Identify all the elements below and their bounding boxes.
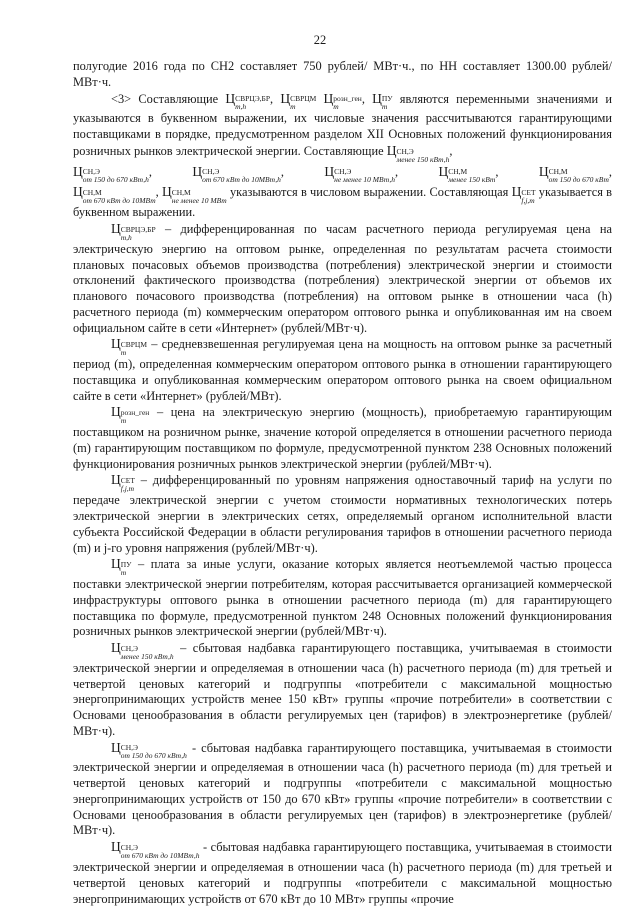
- definition-text: – плата за иные услуги, оказание которых является неотъемлемой частью процесса поставки электрической энергии потребителям, которая рассчитывается организацией коммерческой инфраструктуры оптового рынка в отношении расчетного периода (m) для гарантирующего поставщика по формуле, предусмотренной пунктом 248 Основных положений функционирования розничных рынков электрической энергии (рублей/МВт·ч).: [73, 557, 612, 639]
- symbol-snm-670-10: Ц СН,М от 670 кВт до 10МВт: [73, 184, 156, 206]
- note-3-intro: <3> Составляющие: [111, 91, 219, 106]
- page-number: 22: [313, 33, 327, 47]
- definition-text: – средневзвешенная регулируемая цена на мощность на оптовом рынке за расчетный период (m), определенная коммерческим оператором оптового рынка в отношении гарантирующего поставщика и опубликованная коммерческим оператором оптового рынка на своем официальном сайте в сети «Интернет» (рублей/МВт).: [73, 337, 612, 403]
- symbol-snm-150-670: Ц СН,М от 150 до 670 кВт ,: [538, 163, 612, 185]
- symbol-sne-670-10: Ц СН,Э от 670 кВт до 10МВт,h: [111, 839, 200, 860]
- definition-set: [73, 472, 612, 556]
- definition-svrcm: [73, 336, 612, 404]
- definition-sne-670-10: [73, 839, 612, 907]
- definition-text: - сбытовая надбавка гарантирующего поставщика, учитываемая в стоимости электрической энергии и определяемая в отношении часа (h) расчетного периода (m) для третьей и четвертой ценовых категорий и подгруппы «потребители с максимальной мощностью энергопринимающих устройств от 150 до 670 кВт» группы «прочие потребители» в соответствии с Основами ценообразования в области регулируемых цен (тарифов) в электроэнергетике (рублей/МВт·ч).: [73, 740, 612, 838]
- document-body: [73, 59, 612, 907]
- symbol-svrcm: Ц СВРЦМ m: [280, 90, 317, 112]
- symbol-set: Ц СЕТ f,j,m: [511, 184, 536, 206]
- definition-text: – дифференцированная по часам расчетного периода регулируемая цена на электрическую энергию на оптовом рынке, определенная по результатам расчета стоимости плановых почасовых объемов производства (потребления) электрической энергии и стоимости отклонений фактического производства (потребления) электрической энергии от объемов их планового почасового производства (потребления) на оптовом рынке в отношении часа (h) расчетного периода (m) коммерческим оператором оптового рынка и опубликованная им на своем официальном сайте в сети «Интернет» (рублей/МВт·ч).: [73, 222, 612, 335]
- symbol-list-row: [73, 164, 612, 185]
- symbol-sne-150-670: Ц СН,Э от 150 до 670 кВт,h ,: [73, 163, 152, 185]
- symbol-brp: Ц СВРЦЭ,БР m,h: [111, 221, 156, 242]
- symbol-sne-less150: Ц СН,Э менее 150 кВт,h: [386, 142, 450, 164]
- definition-text: – цена на электрическую энергию (мощность), приобретаемую гарантирующим поставщиком на розничном рынке, значение которой определяется в отношении расчетного периода (m) гарантирующим поставщиком по формуле, предусмотренной пунктом 238 Основных положений функционирования розничных рынков электрической энергии (рублей/МВт·ч).: [73, 405, 612, 471]
- symbol-set: Ц СЕТ f,j,m: [111, 472, 135, 494]
- symbol-pu: Ц ПУ m: [111, 556, 132, 578]
- definition-text: – дифференцированный по уровням напряжения одноставочный тариф на услуги по передаче электрической энергии с учетом стоимости нормативных технологических потерь электрической энергии в электрических сетях, определяемый органом исполнительной власти субъекта Российской Федерации в области регулирования тарифов в отношении расчетного периода (m) и j-го уровня напряжения (рублей/МВт·ч).: [73, 473, 612, 555]
- definition-sne-150-670: [73, 740, 612, 840]
- symbol-rozn-gen: Ц розн_ген m: [111, 404, 150, 426]
- note-3-paragraph: <3> Составляющие Ц СВРЦЭ,БР m,h , Ц СВРЦМ m Ц розн_ген m , Ц ПУ m являются переменными значениями и указываются в буквенном выражении, их числовые значения рассчитываются гарантирующими поставщиками в порядке, предусмотренном разделом XII Основных положений функционирования розничных рынков электрической энергии. Составляющие Ц СН,Э менее 150 кВт,h , Ц СН,Э от 150 до 670 кВт,h , Ц СН,Э от 670 кВт до 10МВт,h , Ц СН,Э не менее 10 МВт,h , Ц СН,М менее 150 кВт , Ц СН,М от 150 до 670 кВт , Ц СН,М от 670 кВт до 10МВт , Ц СН,М не менее 10 МВт указываются в числовом выражении. Составляющая Ц СЕТ f,j,m указывается в буквенном выражении.: [73, 90, 613, 220]
- symbol-pu: Ц ПУ m: [372, 90, 393, 112]
- definition-text: – сбытовая надбавка гарантирующего поставщика, учитываемая в стоимости электрической энергии и определяемая в отношении часа (h) расчетного периода (m) для третьей и четвертой ценовых категорий и подгруппы «потребители с максимальной мощностью энергопринимающих устройств менее 150 кВт» группы «прочие потребители» в соответствии с Основами ценообразования в области регулируемых цен (тарифов) в электроэнергетике (рублей/МВт·ч).: [73, 641, 612, 738]
- definition-rozn-gen: [73, 404, 612, 472]
- symbol-sne-less10: Ц СН,Э не менее 10 МВт,h ,: [324, 163, 399, 185]
- symbol-snm-less150: Ц СН,М менее 150 кВт ,: [438, 163, 499, 185]
- note-3-variable-text: являются переменными значениями и указываются в буквенном выражении, их числовые значения рассчитываются гарантирующими поставщиками в порядке, предусмотренном разделом XII Основных положений функционирования розничных рынков электрической энергии. Составляющие: [73, 91, 612, 158]
- definition-text: - сбытовая надбавка гарантирующего поставщика, учитываемая в стоимости электрической энергии и определяемая в отношении часа (h) расчетного периода (m) для третьей и четвертой ценовых категорий и подгруппы «потребители с максимальной мощностью энергопринимающих устройств от 670 кВт до 10 МВт» группы «прочие: [73, 840, 612, 906]
- definition-brp: [73, 221, 612, 336]
- symbol-sne-150-670: Ц СН,Э от 150 до 670 кВт,h: [111, 739, 187, 761]
- note-3-numeric-text: указываются в числовом выражении. Составляющая: [229, 185, 509, 200]
- symbol-sne-less150: Ц СН,Э менее 150 кВт,h: [111, 640, 174, 661]
- symbol-rozn-gen: Ц розн_ген m: [323, 90, 362, 112]
- definition-sne-less150: [73, 640, 612, 740]
- definition-pu: [73, 556, 612, 640]
- symbol-snm-less10: Ц СН,М не менее 10 МВт: [161, 184, 227, 206]
- symbol-sne-670-10: Ц СН,Э от 670 кВт до 10МВт,h ,: [192, 163, 284, 185]
- note-3-literal-text: указывается в буквенном выражении.: [73, 185, 613, 220]
- paragraph-tariff-continuation: полугодие 2016 года по СН2 составляет 750 рублей/ МВт·ч., по НН составляет 1300.00 рублей/ МВт·ч.: [73, 59, 612, 89]
- symbol-brp: Ц СВРЦЭ,БР m,h: [225, 90, 271, 112]
- symbol-svrcm: Ц СВРЦМ m: [111, 336, 148, 358]
